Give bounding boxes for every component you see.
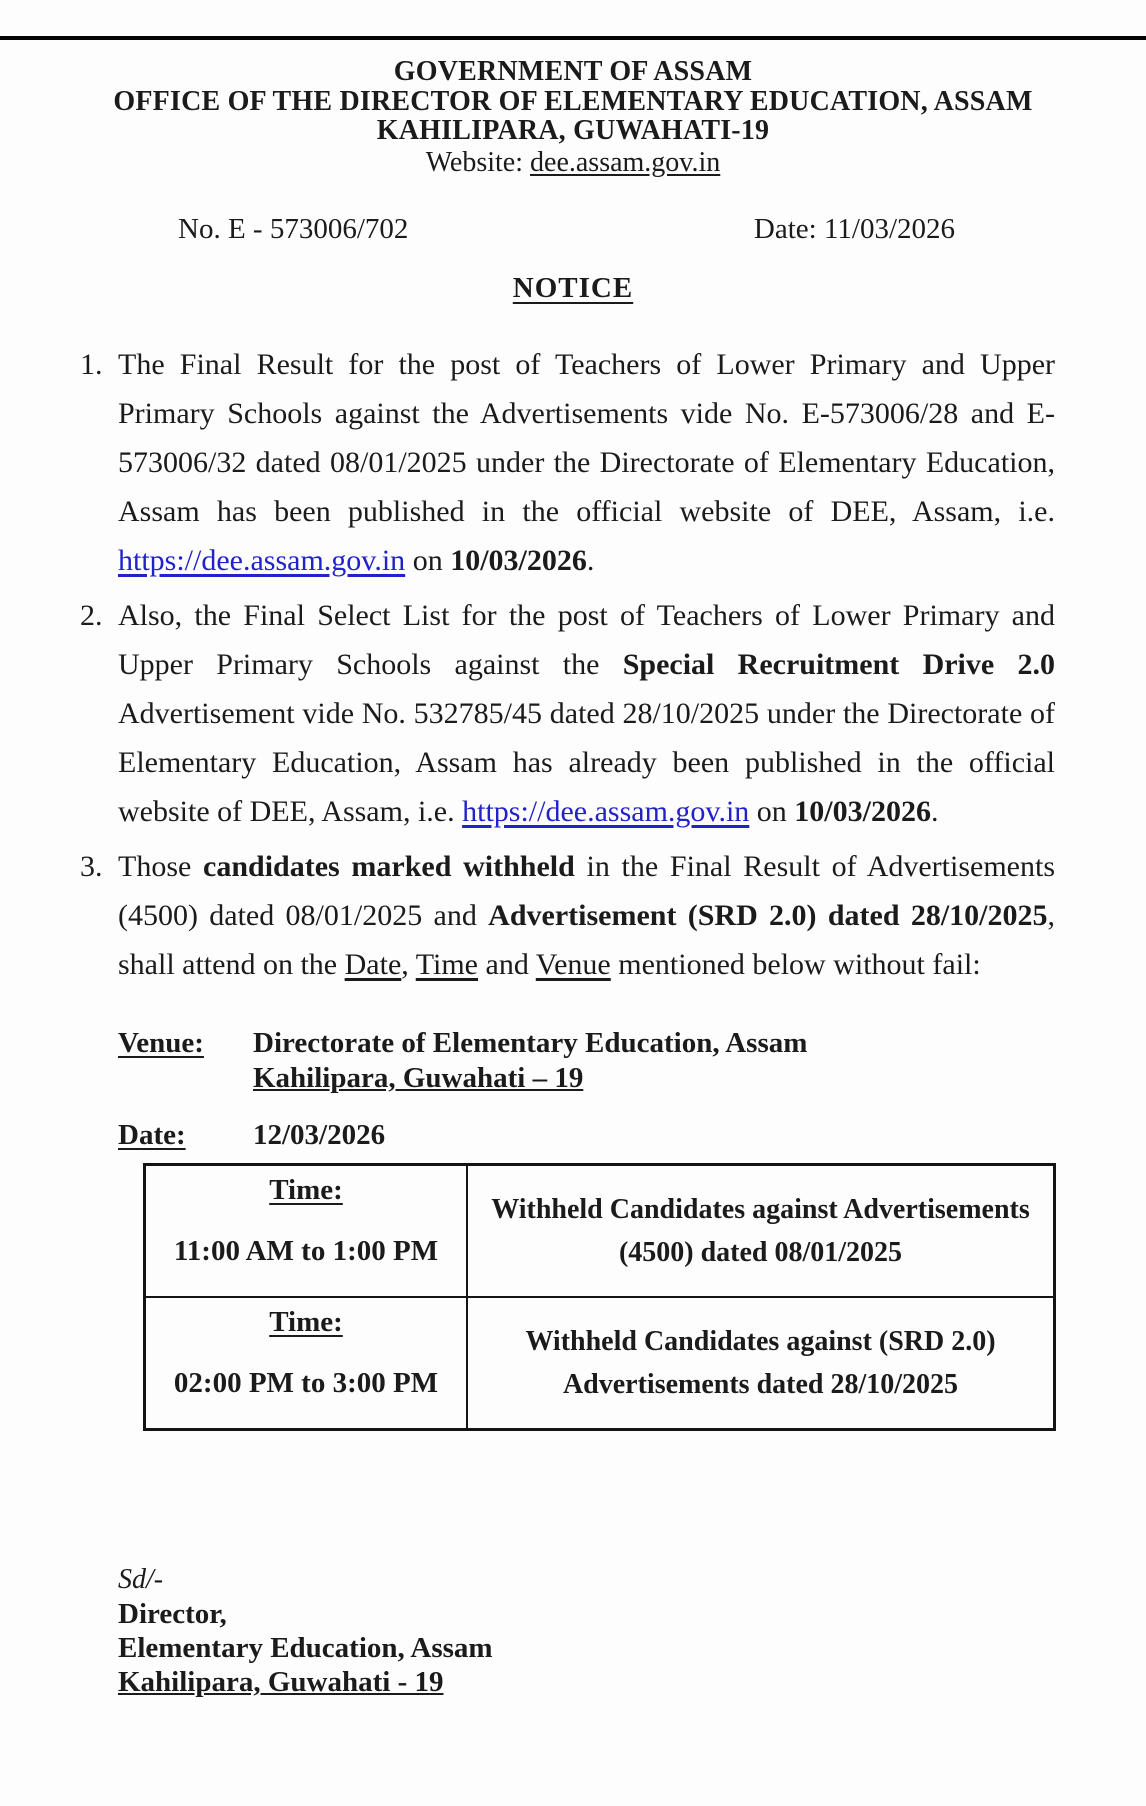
signatory-address: Kahilipara, Guwahati - 19	[118, 1666, 444, 1698]
hyperlink[interactable]: https://dee.assam.gov.in	[118, 544, 406, 577]
venue-line-1: Directorate of Elementary Education, Assam	[253, 1027, 808, 1059]
time-value: 11:00 AM to 1:00 PM	[173, 1235, 439, 1267]
time-label: Time:	[269, 1174, 343, 1206]
signature-sd: Sd/-	[118, 1564, 164, 1595]
reference-number: No. E - 573006/702	[178, 213, 409, 245]
text-segment: Advertisement vide No. 532785/45 dated 28/10/2025 under the Directorate of Elementary Education, Assam has already been published in the official website of DEE, Assam, i.e.	[118, 697, 1055, 828]
list-item-number: 2.	[80, 599, 103, 632]
time-label: Time:	[269, 1306, 343, 1338]
text-segment: Venue	[535, 948, 611, 981]
office-address: KAHILIPARA, GUWAHATI-19	[376, 115, 770, 146]
text-segment: Time	[415, 948, 478, 981]
issue-date: Date: 11/03/2026	[753, 213, 955, 245]
time-cell	[145, 1297, 468, 1430]
schedule-table	[143, 1163, 1056, 1431]
website-line	[0, 148, 1146, 178]
text-segment: 10/03/2026	[450, 544, 587, 577]
venue-row	[118, 1026, 1146, 1096]
table-row	[145, 1297, 1055, 1430]
venue-label: Venue:	[118, 1027, 204, 1059]
text-segment: Advertisement (SRD 2.0) dated 28/10/2025	[488, 899, 1048, 932]
list-item-text	[118, 340, 1055, 585]
text-segment: candidates marked withheld	[203, 850, 575, 883]
website-link[interactable]: dee.assam.gov.in	[530, 146, 721, 178]
letterhead	[0, 0, 1146, 177]
text-segment: .	[586, 544, 595, 577]
date-row	[118, 1118, 1146, 1153]
text-segment: The Final Result for the post of Teachers of Lower Primary and Upper Primary Schools against the Advertisements vide No. E-573006/28 and E-573006/32 dated 08/01/2025 under the Directorate of Elementary Education, Assam has been published in the official website of DEE, Assam, i.e.	[118, 348, 1055, 528]
text-segment: , shall attend on the	[118, 899, 1055, 981]
text-segment: ,	[401, 948, 416, 981]
text-segment: Special Recruitment Drive 2.0	[622, 648, 1055, 681]
list-item-text	[118, 591, 1055, 836]
text-segment: Date	[344, 948, 402, 981]
table-row	[145, 1165, 1055, 1298]
top-rule	[0, 36, 1146, 40]
signatory-org: Elementary Education, Assam	[118, 1632, 493, 1664]
text-segment: on	[405, 544, 451, 577]
schedule-date-value: 12/03/2026	[253, 1119, 386, 1151]
list-item-text	[118, 842, 1055, 989]
schedule-date-label: Date:	[118, 1119, 186, 1151]
candidate-group-cell: Withheld Candidates against (SRD 2.0) Advertisements dated 28/10/2025	[467, 1297, 1055, 1430]
venue-value	[253, 1026, 807, 1096]
signatory-title: Director,	[118, 1598, 227, 1630]
text-segment: and	[478, 948, 536, 981]
list-item	[80, 591, 1055, 836]
text-segment: in the Final Result of Advertisements (4500) dated 08/01/2025 and	[118, 850, 1055, 932]
notice-title: NOTICE	[512, 272, 634, 304]
office-name: OFFICE OF THE DIRECTOR OF ELEMENTARY EDUCATION, ASSAM	[113, 85, 1033, 117]
list-item	[80, 340, 1055, 585]
text-segment: on	[749, 795, 795, 828]
time-value: 02:00 PM to 3:00 PM	[173, 1367, 439, 1399]
candidate-group-cell: Withheld Candidates against Advertisements (4500) dated 08/01/2025	[467, 1165, 1055, 1298]
text-segment: 10/03/2026	[794, 795, 931, 828]
list-item-number: 3.	[80, 850, 103, 883]
signature-block	[118, 1563, 1146, 1699]
text-segment: mentioned below without fail:	[610, 948, 981, 981]
text-segment: .	[930, 795, 939, 828]
list-item	[80, 842, 1055, 989]
text-segment: Those	[118, 850, 204, 883]
website-label: Website:	[425, 146, 531, 178]
org-name: GOVERNMENT OF ASSAM	[393, 56, 753, 87]
list-item-number: 1.	[80, 348, 103, 381]
reference-row	[0, 213, 1146, 245]
hyperlink[interactable]: https://dee.assam.gov.in	[462, 795, 750, 828]
time-cell	[145, 1165, 468, 1298]
text-segment: Also, the Final Select List for the post of Teachers of Lower Primary and Upper Primary Schools against the	[118, 599, 1055, 681]
venue-line-2: Kahilipara, Guwahati – 19	[253, 1062, 584, 1094]
notice-body	[80, 340, 1055, 989]
